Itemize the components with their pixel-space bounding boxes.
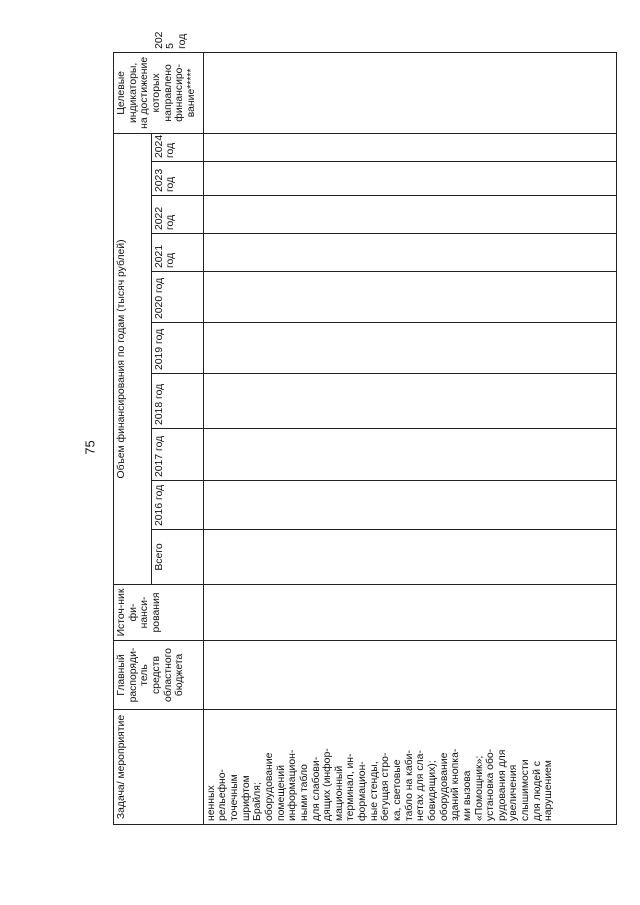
header-year: 2019 год xyxy=(151,323,203,374)
task-line: помещений xyxy=(275,765,287,821)
task-line: ные стенды, xyxy=(368,761,380,821)
header-task: Задача/ мероприятие xyxy=(114,710,204,825)
header-year: 2024 год xyxy=(151,133,203,161)
year-cell xyxy=(203,196,616,234)
task-line: для слабови- xyxy=(310,756,322,821)
header-row-1 xyxy=(114,52,152,824)
header-year: 2018 год xyxy=(151,374,203,429)
year-cell xyxy=(203,133,616,161)
year-cell xyxy=(203,52,616,133)
task-line: ка, световые xyxy=(392,759,404,821)
task-line: мационный xyxy=(333,765,345,821)
task-line: установка обо- xyxy=(485,748,497,821)
year-cell xyxy=(203,272,616,323)
header-year: 2017 год xyxy=(151,429,203,481)
header-year: 2023 год xyxy=(151,162,203,196)
manager-cell xyxy=(203,641,616,710)
year-cell xyxy=(203,429,616,481)
task-line: табло на каби- xyxy=(403,750,415,821)
header-indicators: Целевые индикаторы, на достижение которых направлено финансиро-вание***** xyxy=(114,52,204,133)
table-row xyxy=(203,52,616,824)
task-line: нарушением xyxy=(543,760,555,821)
task-line: ными табло xyxy=(298,764,310,821)
task-line: шрифтом xyxy=(240,775,252,821)
task-line: рудования для xyxy=(496,749,508,821)
task-line: «Помощник»; xyxy=(473,755,485,821)
year-cell xyxy=(203,374,616,429)
header-volume-group: Объем финансирования по годам (тысяч рублей) xyxy=(114,133,152,584)
task-line: для людей с xyxy=(531,761,543,821)
year-cell xyxy=(203,323,616,374)
task-line: рельефно- xyxy=(217,769,229,821)
header-year: 2020 год xyxy=(151,272,203,323)
header-manager: Главный распоряди-тель средств областного бюджета xyxy=(114,641,204,710)
year-cell xyxy=(203,162,616,196)
task-line: оборудование xyxy=(263,752,275,821)
task-line: оборудование xyxy=(438,752,450,821)
financing-table xyxy=(113,31,617,825)
task-line: формацион- xyxy=(357,761,369,821)
task-line: ми вызова xyxy=(461,770,473,821)
task-line: бовидящих); xyxy=(426,760,438,821)
header-total: Всего xyxy=(151,530,203,585)
task-line: слышимости xyxy=(520,759,532,821)
header-source: Источ-ник фи-нанси-рования xyxy=(114,585,204,641)
task-line: увеличения xyxy=(508,764,520,821)
task-line: зданий кнопка- xyxy=(450,748,462,821)
total-cell xyxy=(203,530,616,585)
task-line: терминал, ин- xyxy=(345,753,357,821)
header-year: 2021 год xyxy=(151,234,203,272)
task-line: бегущая стро- xyxy=(380,752,392,821)
source-cell xyxy=(203,585,616,641)
task-line: нетах для сла- xyxy=(415,750,427,821)
rotated-table-wrapper xyxy=(113,31,617,825)
year-cell xyxy=(203,481,616,530)
task-line: дящих (инфор- xyxy=(322,748,334,821)
task-cell xyxy=(203,710,616,825)
task-line: ненных xyxy=(205,785,217,821)
task-line: информацион- xyxy=(287,749,299,821)
header-row-2: Всего 2016 год 2017 год 2018 год 2019 год 2020 год 2021 год 2022 год 2023 год 2024 год 202 5 год xyxy=(151,52,203,824)
task-line: точечным xyxy=(229,774,241,821)
year-cell xyxy=(203,234,616,272)
task-line: Брайля; xyxy=(252,782,264,821)
page-number: 75 xyxy=(82,440,98,455)
header-year: 2022 год xyxy=(151,196,203,234)
header-year: 2016 год xyxy=(151,481,203,530)
